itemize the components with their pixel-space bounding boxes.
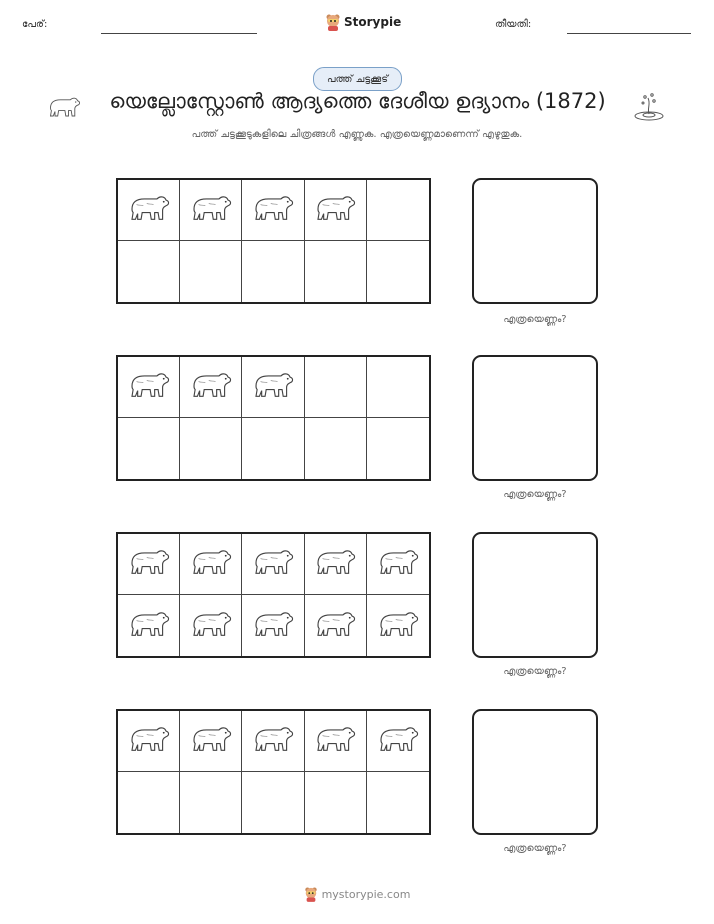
bear-icon — [375, 722, 421, 760]
brand-logo — [325, 13, 401, 31]
ten-frame-cell — [305, 711, 367, 772]
count-prompt: എത്രയെണ്ണം? — [503, 314, 567, 325]
ten-frame-cell — [305, 595, 367, 656]
bear-icon — [312, 191, 358, 229]
ten-frame-cell — [305, 180, 367, 241]
date-label: തീയതി: — [495, 19, 532, 30]
footer — [0, 886, 714, 902]
ten-frame — [116, 355, 431, 481]
ten-frame-cell — [180, 772, 242, 833]
ten-frame-cell — [367, 357, 429, 418]
bear-icon — [312, 607, 358, 645]
page-title: യെല്ലോസ്റ്റോൺ ആദ്യത്തെ ദേശീയ ഉദ്യാനം (1872) — [109, 89, 606, 113]
ten-frame-cell — [242, 534, 304, 595]
bear-icon — [250, 191, 296, 229]
ten-frame — [116, 532, 431, 658]
ten-frame-cell — [180, 357, 242, 418]
ten-frame-cell — [118, 357, 180, 418]
bear-icon — [126, 545, 172, 583]
ten-frame-cell — [242, 595, 304, 656]
bear-icon — [188, 607, 234, 645]
ten-frame-cell — [118, 595, 180, 656]
ten-frame-cell — [180, 180, 242, 241]
brand-name: Storypie — [344, 15, 402, 29]
bear-icon — [126, 607, 172, 645]
bear-icon — [188, 722, 234, 760]
ten-frame-cell — [242, 357, 304, 418]
footer-url: mystorypie.com — [321, 887, 411, 901]
ten-frame-cell — [305, 357, 367, 418]
ten-frame — [116, 178, 431, 304]
instructions: പത്ത് ചട്ടക്കൂടുകളിലെ ചിത്രങ്ങൾ എണ്ണുക. എത്രയെണ്ണമാണെന്ന് എഴുതുക. — [191, 129, 523, 140]
bear-icon — [46, 92, 82, 122]
ten-frame-cell — [367, 418, 429, 479]
ten-frame-cell — [180, 711, 242, 772]
ten-frame-cell — [118, 711, 180, 772]
ten-frame-cell — [242, 772, 304, 833]
answer-box[interactable] — [472, 355, 598, 481]
mascot-icon — [325, 13, 341, 31]
bear-icon — [250, 545, 296, 583]
ten-frame-cell — [305, 418, 367, 479]
ten-frame-cell — [118, 418, 180, 479]
worksheet-type-badge: പത്ത് ചട്ടക്കൂട് — [313, 67, 402, 91]
count-prompt: എത്രയെണ്ണം? — [503, 489, 567, 500]
ten-frame-cell — [367, 180, 429, 241]
bear-icon — [250, 607, 296, 645]
answer-box[interactable] — [472, 178, 598, 304]
ten-frame-cell — [305, 772, 367, 833]
ten-frame-cell — [367, 534, 429, 595]
bear-icon — [188, 191, 234, 229]
ten-frame-cell — [242, 418, 304, 479]
ten-frame-cell — [242, 180, 304, 241]
bear-icon — [375, 607, 421, 645]
ten-frame-cell — [367, 595, 429, 656]
name-line[interactable] — [101, 33, 257, 34]
bear-icon — [250, 722, 296, 760]
count-prompt: എത്രയെണ്ണം? — [503, 666, 567, 677]
bear-icon — [126, 191, 172, 229]
bear-icon — [375, 545, 421, 583]
bear-icon — [250, 368, 296, 406]
bear-icon — [126, 368, 172, 406]
ten-frame-cell — [242, 711, 304, 772]
ten-frame-cell — [180, 534, 242, 595]
name-label: പേര്: — [22, 19, 48, 30]
ten-frame-cell — [180, 595, 242, 656]
count-prompt: എത്രയെണ്ണം? — [503, 843, 567, 854]
ten-frame-cell — [305, 534, 367, 595]
bear-icon — [188, 545, 234, 583]
ten-frame-cell — [367, 241, 429, 302]
ten-frame-cell — [367, 772, 429, 833]
mascot-icon — [304, 886, 318, 902]
bear-icon — [126, 722, 172, 760]
ten-frame-cell — [118, 241, 180, 302]
bear-icon — [312, 722, 358, 760]
answer-box[interactable] — [472, 709, 598, 835]
ten-frame — [116, 709, 431, 835]
ten-frame-cell — [180, 241, 242, 302]
bear-icon — [312, 545, 358, 583]
ten-frame-cell — [305, 241, 367, 302]
ten-frame-cell — [118, 772, 180, 833]
answer-box[interactable] — [472, 532, 598, 658]
ten-frame-cell — [118, 534, 180, 595]
ten-frame-cell — [118, 180, 180, 241]
ten-frame-cell — [180, 418, 242, 479]
ten-frame-cell — [367, 711, 429, 772]
geyser-icon — [632, 92, 666, 122]
bear-icon — [188, 368, 234, 406]
date-line[interactable] — [567, 33, 691, 34]
ten-frame-cell — [242, 241, 304, 302]
